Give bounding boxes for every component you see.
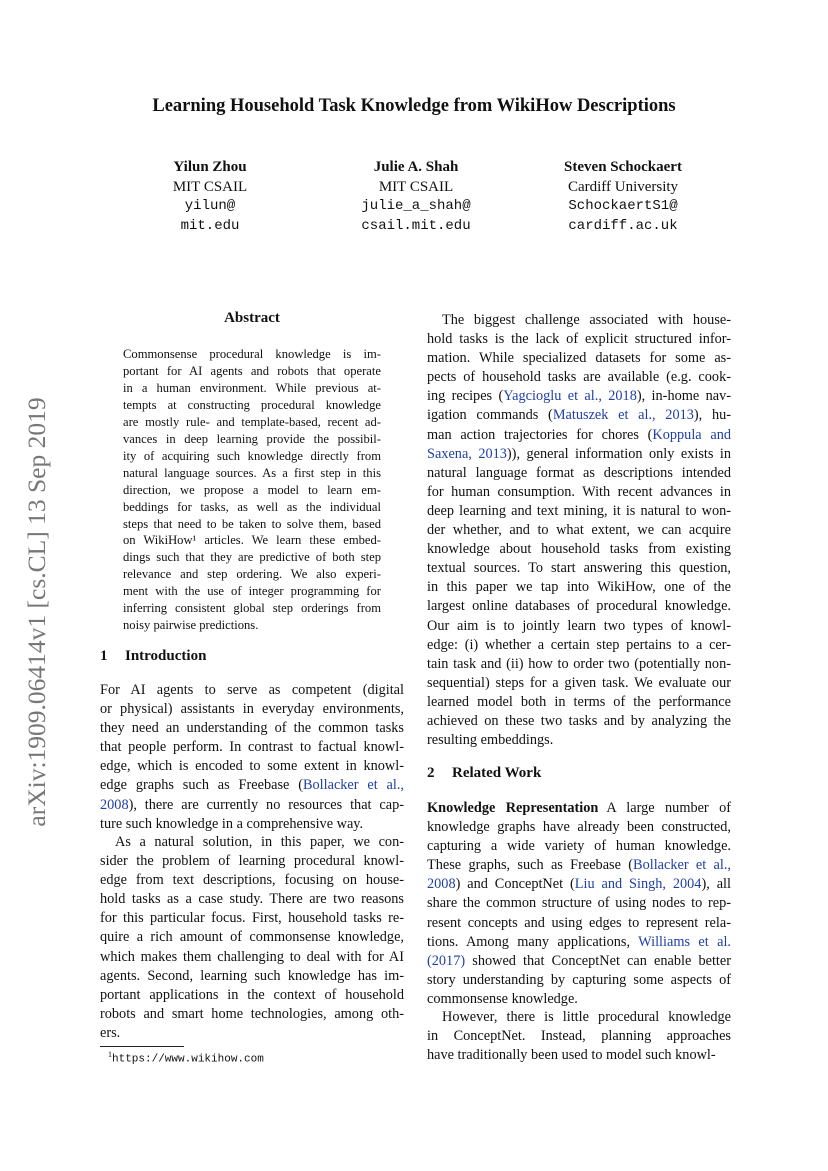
text-line: edge graphs such as Freebase (Bollacker et al.,	[100, 777, 404, 794]
text-line: in ConceptNet. Instead, planning approaches	[427, 1028, 731, 1045]
text-line: largest online databases of procedural knowledge.	[427, 598, 731, 615]
author-email: SchockaertS1@	[568, 198, 678, 214]
text-line: ture such knowledge in a comprehensive way.	[100, 815, 364, 832]
text-line: sider the problem of learning procedural knowl-	[100, 853, 404, 870]
text-line: ers.	[100, 1024, 121, 1041]
text-line: textual sources. To start answering this question,	[427, 560, 731, 577]
text-line: they need an understanding of the common tasks	[100, 720, 404, 737]
footnote-url: https://www.wikihow.com	[112, 1053, 264, 1066]
text-line: dings such that they are predictive of both step	[123, 550, 381, 565]
author-email-domain: cardiff.ac.uk	[568, 217, 678, 234]
abstract-heading: Abstract	[224, 310, 280, 326]
text-line: hold tasks as a case study. There are two reasons	[100, 891, 404, 908]
text-line: resulting embeddings.	[427, 732, 554, 749]
text-line: beddings for tasks, as well as the individual	[123, 499, 381, 514]
text-line: noisy pairwise predictions.	[123, 618, 259, 633]
text-line: 2008), there are currently no resources that cap-	[100, 796, 404, 813]
right-paragraph-1	[427, 311, 731, 750]
text-line: ing recipes (Yagcioglu et al., 2018), in-home nav-	[427, 388, 731, 405]
author-email-domain: mit.edu	[180, 217, 240, 234]
paragraph-lead: Knowledge Representation	[427, 800, 599, 816]
related-paragraph-2	[427, 1008, 731, 1065]
author-name: Julie A. Shah	[373, 159, 459, 175]
author-block	[316, 158, 516, 236]
related-paragraph-1	[427, 799, 731, 1009]
footnote-rule	[100, 1046, 184, 1047]
text-line: have traditionally been used to model such knowl-	[427, 1047, 716, 1064]
text-line: sequential) steps for a given task. We evaluate our	[427, 674, 731, 691]
text-line: capturing a wide variety of human knowledge.	[427, 838, 731, 855]
text-line: robots and smart home technologies, among oth-	[100, 1005, 404, 1022]
text-line: commonsense knowledge.	[427, 990, 578, 1007]
text-fragment: A large number of	[606, 800, 732, 816]
text-line: which makes them challenging to deal with for AI	[100, 948, 404, 965]
author-block	[523, 158, 723, 236]
author-affiliation: MIT CSAIL	[172, 178, 248, 195]
section-number: 2	[427, 765, 435, 781]
text-line: ity of acquiring such knowledge directly from	[123, 448, 381, 463]
author-block	[110, 158, 310, 236]
text-line: (2017) showed that ConceptNet can enable better	[427, 952, 731, 969]
footnote-mark: 1	[108, 1050, 112, 1059]
text-line: inferring consistent global step orderings from	[123, 601, 381, 616]
text-line: However, there is little procedural knowledge	[442, 1009, 731, 1025]
text-line: or physical) assistants in everyday environments,	[100, 701, 404, 718]
text-line: ment with the use of integer programming for	[123, 584, 381, 599]
text-line: relevance and step ordering. We also experi-	[123, 567, 381, 582]
text-line: Our aim is to jointly learn two types of knowl-	[427, 617, 731, 634]
text-line: share the common structure of using nodes to rep-	[427, 895, 731, 912]
text-line: direction, we propose a model to learn em-	[123, 482, 381, 497]
author-name: Yilun Zhou	[173, 159, 247, 175]
text-line: natural language sources. As a first step in this	[123, 465, 381, 480]
text-line: for this particular focus. First, household tasks re-	[100, 910, 404, 927]
text-line: tain task and (ii) how to order two (potentially non-	[427, 655, 731, 672]
text-line: that people perform. In contrast to factual knowl-	[100, 739, 404, 756]
author-name: Steven Schockaert	[564, 159, 682, 175]
text-line: are mostly rule- and template-based, recent ad-	[123, 414, 381, 429]
section-heading-introduction	[100, 648, 206, 665]
text-line: knowledge graphs have already been constructed,	[427, 819, 731, 836]
author-affiliation: MIT CSAIL	[378, 178, 454, 195]
text-line: der whether, and to what extent, we can acquire	[427, 522, 731, 539]
text-line: edge from text descriptions, focusing on house-	[100, 872, 404, 889]
section-number: 1	[100, 648, 108, 664]
text-line: igation commands (Matuszek et al., 2013), hu-	[427, 407, 732, 424]
text-line: The biggest challenge associated with house-	[442, 312, 731, 328]
text-line: learned model both in terms of the performance	[427, 693, 731, 710]
text-line	[427, 799, 731, 818]
arxiv-stamp: arXiv:1909.06414v1 [cs.CL] 13 Sep 2019	[22, 397, 51, 827]
text-line: knowledge about household tasks from existing	[427, 541, 731, 558]
text-line: edge: (i) whether a certain step pertains to a cer-	[427, 636, 731, 653]
text-line: Saxena, 2013)), general information only exists in	[427, 445, 731, 462]
text-line: quire a rich amount of commonsense knowledge,	[100, 929, 404, 946]
text-line: man action trajectories for chores (Koppula and	[427, 426, 732, 443]
text-line: tions. Among many applications, Williams et al.	[427, 933, 731, 950]
text-line: portant applications in the context of household	[100, 986, 404, 1003]
text-line: story understanding by capturing some aspects of	[427, 971, 731, 988]
text-line: As a natural solution, in this paper, we con-	[115, 834, 404, 850]
text-line: steps that need to be taken to solve them, based	[123, 516, 381, 531]
text-line: natural language format as descriptions intended	[427, 464, 731, 481]
text-line: achieved on these two tasks and by analyzing the	[427, 712, 731, 729]
text-line: resent concepts and using edges to represent rela-	[427, 914, 731, 931]
intro-paragraph-2	[100, 833, 404, 1043]
text-line: in a human environment. While previous at-	[123, 380, 381, 395]
text-line: vances in deep learning provide the possibil-	[123, 431, 381, 446]
text-line: mation. While specialized datasets for some as-	[427, 350, 731, 367]
section-heading-related-work	[427, 765, 541, 782]
text-line: tempts at constructing procedural knowledge	[123, 397, 381, 412]
text-line: These graphs, such as Freebase (Bollacker et al.,	[427, 857, 731, 874]
paper-title: Learning Household Task Knowledge from WikiHow Descriptions	[152, 96, 676, 116]
footnote	[108, 1050, 264, 1066]
text-line: agents. Second, learning such knowledge has im-	[100, 967, 404, 984]
author-email: julie_a_shah@	[361, 198, 471, 214]
text-line: on WikiHow¹ articles. We learn these embed-	[123, 533, 381, 548]
text-line: deep learning and text mining, it is natural to won-	[427, 502, 731, 519]
text-line: 2008) and ConceptNet (Liu and Singh, 2004), all	[427, 876, 731, 893]
intro-paragraph-1	[100, 681, 404, 834]
text-line: edge, which is encoded to some extent in knowl-	[100, 758, 404, 775]
text-line: pects of household tasks are available (e.g. cook-	[427, 369, 731, 386]
text-line: portant for AI agents and robots that operate	[123, 363, 381, 378]
section-title: Introduction	[125, 648, 207, 664]
text-line: in this paper we tap into WikiHow, one of the	[427, 579, 731, 596]
text-line: Commonsense procedural knowledge is im-	[123, 347, 381, 361]
section-title: Related Work	[452, 765, 542, 781]
abstract-body	[123, 346, 381, 634]
text-line: for human consumption. With recent advances in	[427, 483, 731, 500]
author-affiliation: Cardiff University	[567, 178, 679, 195]
text-line: hold tasks is the lack of explicit structured infor-	[427, 331, 731, 348]
text-line: For AI agents to serve as competent (digital	[100, 682, 404, 698]
author-email: yilun@	[184, 198, 236, 214]
author-email-domain: csail.mit.edu	[361, 217, 471, 234]
